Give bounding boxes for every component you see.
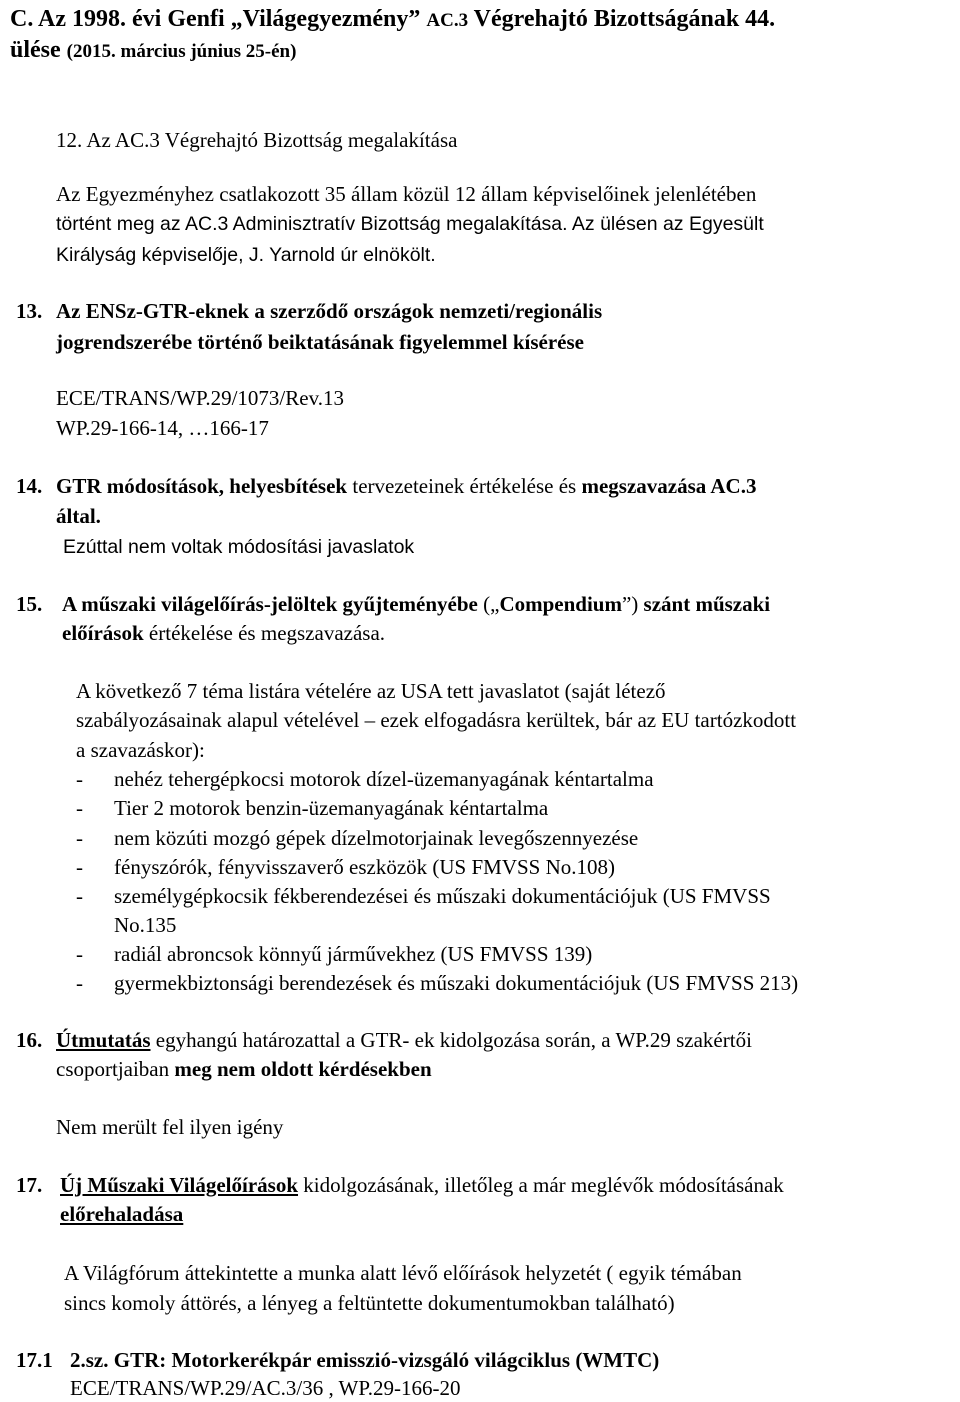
list-item: - fényszórók, fényvisszaverő eszközök (US FMVSS No.108)	[76, 855, 616, 879]
list-item: - nehéz tehergépkocsi motorok dízel-üzemanyagának kéntartalma	[76, 767, 654, 791]
section-13-reference-1: ECE/TRANS/WP.29/1073/Rev.13	[56, 386, 344, 410]
section-17-heading-line-1: Új Műszaki Világelőírások kidolgozásának, illetőleg a már meglévők módosításának	[60, 1173, 784, 1197]
section-15-paragraph-line-1: A következő 7 téma listára vételére az USA tett javaslatot (saját létező	[76, 679, 666, 703]
section-12-heading: 12. Az AC.3 Végrehajtó Bizottság megalakítása	[56, 128, 458, 152]
section-15-paragraph-line-3: a szavazáskor):	[76, 738, 205, 762]
section-15-heading-line-2: előírások értékelése és megszavazása.	[62, 621, 386, 645]
section-13-number: 13.	[16, 299, 43, 323]
section-14-number: 14.	[16, 474, 43, 498]
section-17-paragraph-line-1: A Világfórum áttekintette a munka alatt lévő előírások helyzetét ( egyik témában	[64, 1261, 742, 1285]
section-16-heading-line-1: Útmutatás egyhangú határozattal a GTR- ek kidolgozása során, a WP.29 szakértői	[56, 1028, 752, 1052]
section-14-heading-line-1: GTR módosítások, helyesbítések tervezeteinek értékelése és megszavazása AC.3	[56, 474, 757, 498]
list-item: - nem közúti mozgó gépek dízelmotorjainak levegőszennyezése	[76, 826, 639, 850]
document-title-line-2: ülése (2015. március június 25-én)	[10, 37, 297, 63]
section-12-text-line-3: Királyság képviselője, J. Yarnold úr elnökölt.	[56, 244, 436, 266]
section-17-heading-line-2: előrehaladása	[60, 1202, 184, 1226]
section-14-note: Ezúttal nem voltak módosítási javaslatok	[63, 536, 415, 558]
section-16-number: 16.	[16, 1028, 43, 1052]
section-16-note: Nem merült fel ilyen igény	[56, 1115, 284, 1139]
document-title-line-1: C. Az 1998. évi Genfi „Világegyezmény” AC.3 Végrehajtó Bizottságának 44.	[10, 6, 776, 32]
section-12-text-line-1: Az Egyezményhez csatlakozott 35 állam közül 12 állam képviselőinek jelenlétében	[56, 182, 757, 206]
section-15-paragraph-line-2: szabályozásainak alapul vételével – ezek elfogadásra kerültek, bár az EU tartózkodott	[76, 708, 797, 732]
list-item: - gyermekbiztonsági berendezések és műszaki dokumentációjuk (US FMVSS 213)	[76, 971, 799, 995]
section-13-heading-line-1: Az ENSz-GTR-eknek a szerződő országok nemzeti/regionális	[56, 299, 603, 323]
section-17-1-reference: ECE/TRANS/WP.29/AC.3/36 , WP.29-166-20	[70, 1376, 461, 1400]
section-17-paragraph-line-2: sincs komoly áttörés, a lényeg a feltüntette dokumentumokban található)	[64, 1291, 675, 1315]
section-16-heading-line-2: csoportjaiban meg nem oldott kérdésekben	[56, 1057, 432, 1081]
list-item: - személygépkocsik fékberendezései és műszaki dokumentációjuk (US FMVSS	[76, 884, 771, 908]
section-12-text-line-2: történt meg az AC.3 Adminisztratív Bizottság megalakítása. Az ülésen az Egyesült	[56, 213, 764, 235]
list-item-continuation: No.135	[114, 913, 177, 937]
section-17-number: 17.	[16, 1173, 43, 1197]
list-item: - Tier 2 motorok benzin-üzemanyagának kéntartalma	[76, 796, 549, 820]
section-15-heading-line-1: A műszaki világelőírás-jelöltek gyűjteményébe („Compendium”) szánt műszaki	[62, 592, 771, 616]
section-14-heading-line-2: által.	[56, 504, 101, 528]
list-item: - radiál abroncsok könnyű járművekhez (US FMVSS 139)	[76, 942, 593, 966]
section-13-reference-2: WP.29-166-14, …166-17	[56, 416, 269, 440]
section-13-heading-line-2: jogrendszerébe történő beiktatásának figyelemmel kísérése	[56, 330, 584, 354]
section-17-1-heading: 2.sz. GTR: Motorkerékpár emisszió-vizsgáló világciklus (WMTC)	[70, 1348, 660, 1372]
section-15-number: 15.	[16, 592, 43, 616]
section-17-1-number: 17.1	[16, 1348, 53, 1372]
